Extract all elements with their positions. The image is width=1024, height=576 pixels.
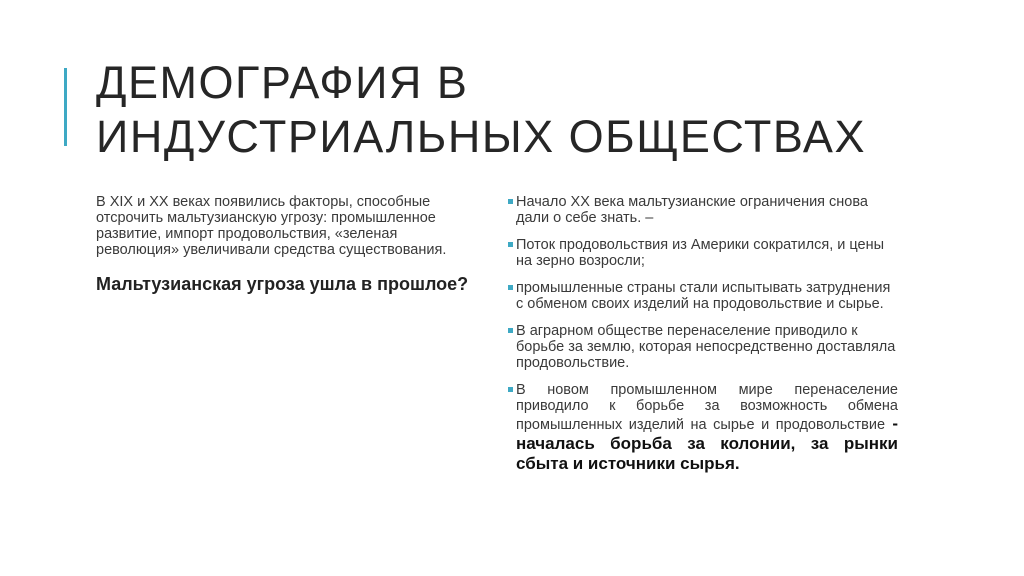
slide-title-line-2: ИНДУСТРИАЛЬНЫХ ОБЩЕСТВАХ — [96, 111, 866, 162]
bullet-item — [508, 280, 898, 312]
slide-title-line-1: ДЕМОГРАФИЯ В — [96, 57, 469, 108]
bullet-square-icon — [508, 328, 513, 333]
slide-title — [96, 56, 976, 164]
bullet-item — [508, 323, 898, 371]
bullet-square-icon — [508, 387, 513, 392]
bullet-text: В аграрном обществе перенаселение приводило к борьбе за землю, которая непосредственно доставляла продовольствие. — [516, 323, 896, 371]
bullet-square-icon — [508, 285, 513, 290]
bullet-text: Поток продовольствия из Америки сократился, и цены на зерно возросли; — [516, 237, 885, 269]
bullet-text-emphasis: - началась борьба за колонии, за рынки сбыта и источники сырья. — [516, 414, 899, 473]
left-paragraph: В XIX и XX веках появились факторы, способные отсрочить мальтузианскую угрозу: промышленное развитие, импорт продовольствия, «зеленая революция» увеличивали средства существования. — [96, 194, 447, 258]
bullet-square-icon — [508, 199, 513, 204]
left-question: Мальтузианская угроза ушла в прошлое? — [96, 274, 469, 294]
bullet-item — [508, 194, 898, 226]
bullet-text — [516, 382, 898, 474]
left-column — [96, 194, 474, 294]
title-accent-bar — [64, 68, 67, 146]
bullet-text: Начало XX века мальтузианские ограничения снова дали о себе знать. – — [516, 194, 868, 226]
bullet-square-icon — [508, 242, 513, 247]
bullet-item — [508, 237, 898, 269]
bullet-text-plain: В новом промышленном мире перенаселение приводило к борьбе за возможность обмена промышленных изделий на сырье и продовольствие — [516, 382, 898, 433]
bullet-item — [508, 382, 898, 474]
bullet-text: промышленные страны стали испытывать затруднения с обменом своих изделий на продовольствие и сырье. — [516, 280, 891, 312]
right-column — [508, 194, 898, 485]
